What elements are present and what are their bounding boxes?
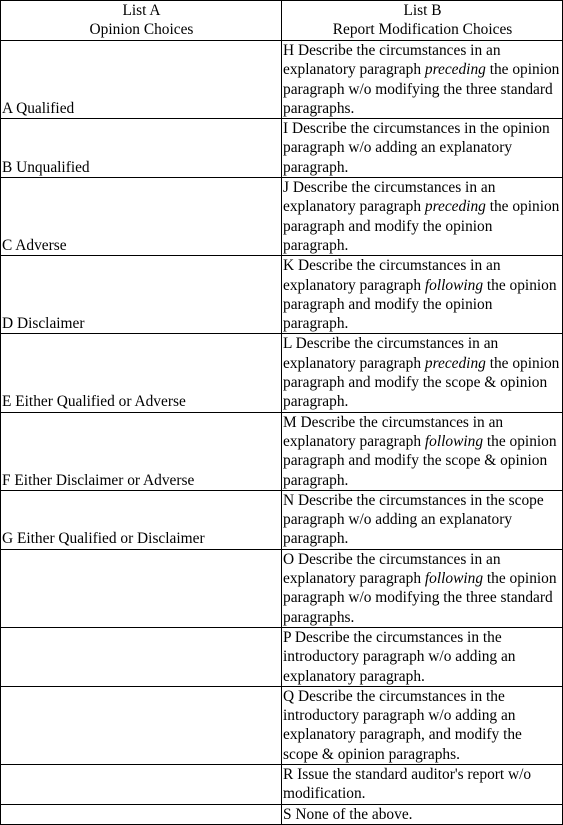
opinion-choice-empty	[1, 549, 282, 627]
opinion-choice-b: B Unqualified	[1, 119, 282, 178]
table-row	[1, 178, 563, 256]
modification-choice-n: N Describe the circumstances in the scope paragraph w/o adding an explanatory paragraph.	[282, 490, 563, 549]
list-a-subtitle: Opinion Choices	[89, 21, 194, 39]
opinion-choice-e: E Either Qualified or Adverse	[1, 334, 282, 412]
modification-choice-h: H Describe the circumstances in an explanatory paragraph preceding the opinion paragraph w/o modifying the three standard paragraphs.	[282, 41, 563, 119]
opinion-choice-d: D Disclaimer	[1, 256, 282, 334]
list-b-subtitle: Report Modification Choices	[332, 21, 513, 39]
opinion-choice-f: F Either Disclaimer or Adverse	[1, 412, 282, 490]
table-row	[1, 627, 563, 686]
header-row	[1, 1, 563, 41]
list-b-header	[282, 1, 563, 41]
opinion-choice-empty	[1, 764, 282, 804]
table-row	[1, 804, 563, 824]
opinion-choice-a: A Qualified	[1, 41, 282, 119]
list-a-header	[1, 1, 282, 41]
table-row	[1, 686, 563, 764]
modification-choice-s: S None of the above.	[282, 804, 563, 824]
table-row	[1, 412, 563, 490]
modification-choice-p: P Describe the circumstances in the introductory paragraph w/o adding an explanatory paragraph.	[282, 627, 563, 686]
modification-choice-q: Q Describe the circumstances in the introductory paragraph w/o adding an explanatory paragraph, and modify the scope & opinion paragraphs.	[282, 686, 563, 764]
list-a-title: List A	[122, 2, 161, 19]
table-row	[1, 764, 563, 804]
modification-choice-j: J Describe the circumstances in an explanatory paragraph preceding the opinion paragraph and modify the opinion paragraph.	[282, 178, 563, 256]
table-row	[1, 256, 563, 334]
table-row	[1, 119, 563, 178]
modification-choice-r: R Issue the standard auditor's report w/o modification.	[282, 764, 563, 804]
opinion-choice-g: G Either Qualified or Disclaimer	[1, 490, 282, 549]
modification-choice-k: K Describe the circumstances in an explanatory paragraph following the opinion paragraph and modify the opinion paragraph.	[282, 256, 563, 334]
modification-choice-l: L Describe the circumstances in an explanatory paragraph preceding the opinion paragraph and modify the scope & opinion paragraph.	[282, 334, 563, 412]
table-row	[1, 549, 563, 627]
opinion-choice-empty	[1, 686, 282, 764]
opinion-choice-c: C Adverse	[1, 178, 282, 256]
opinion-choice-empty	[1, 627, 282, 686]
opinion-choice-empty	[1, 804, 282, 824]
modification-choice-i: I Describe the circumstances in the opinion paragraph w/o adding an explanatory paragraph.	[282, 119, 563, 178]
modification-choice-m: M Describe the circumstances in an explanatory paragraph following the opinion paragraph and modify the scope & opinion paragraph.	[282, 412, 563, 490]
modification-choice-o: O Describe the circumstances in an explanatory paragraph following the opinion paragraph w/o modifying the three standard paragraphs.	[282, 549, 563, 627]
table-row	[1, 490, 563, 549]
table-row	[1, 41, 563, 119]
table-row	[1, 334, 563, 412]
list-b-title: List B	[403, 2, 442, 19]
